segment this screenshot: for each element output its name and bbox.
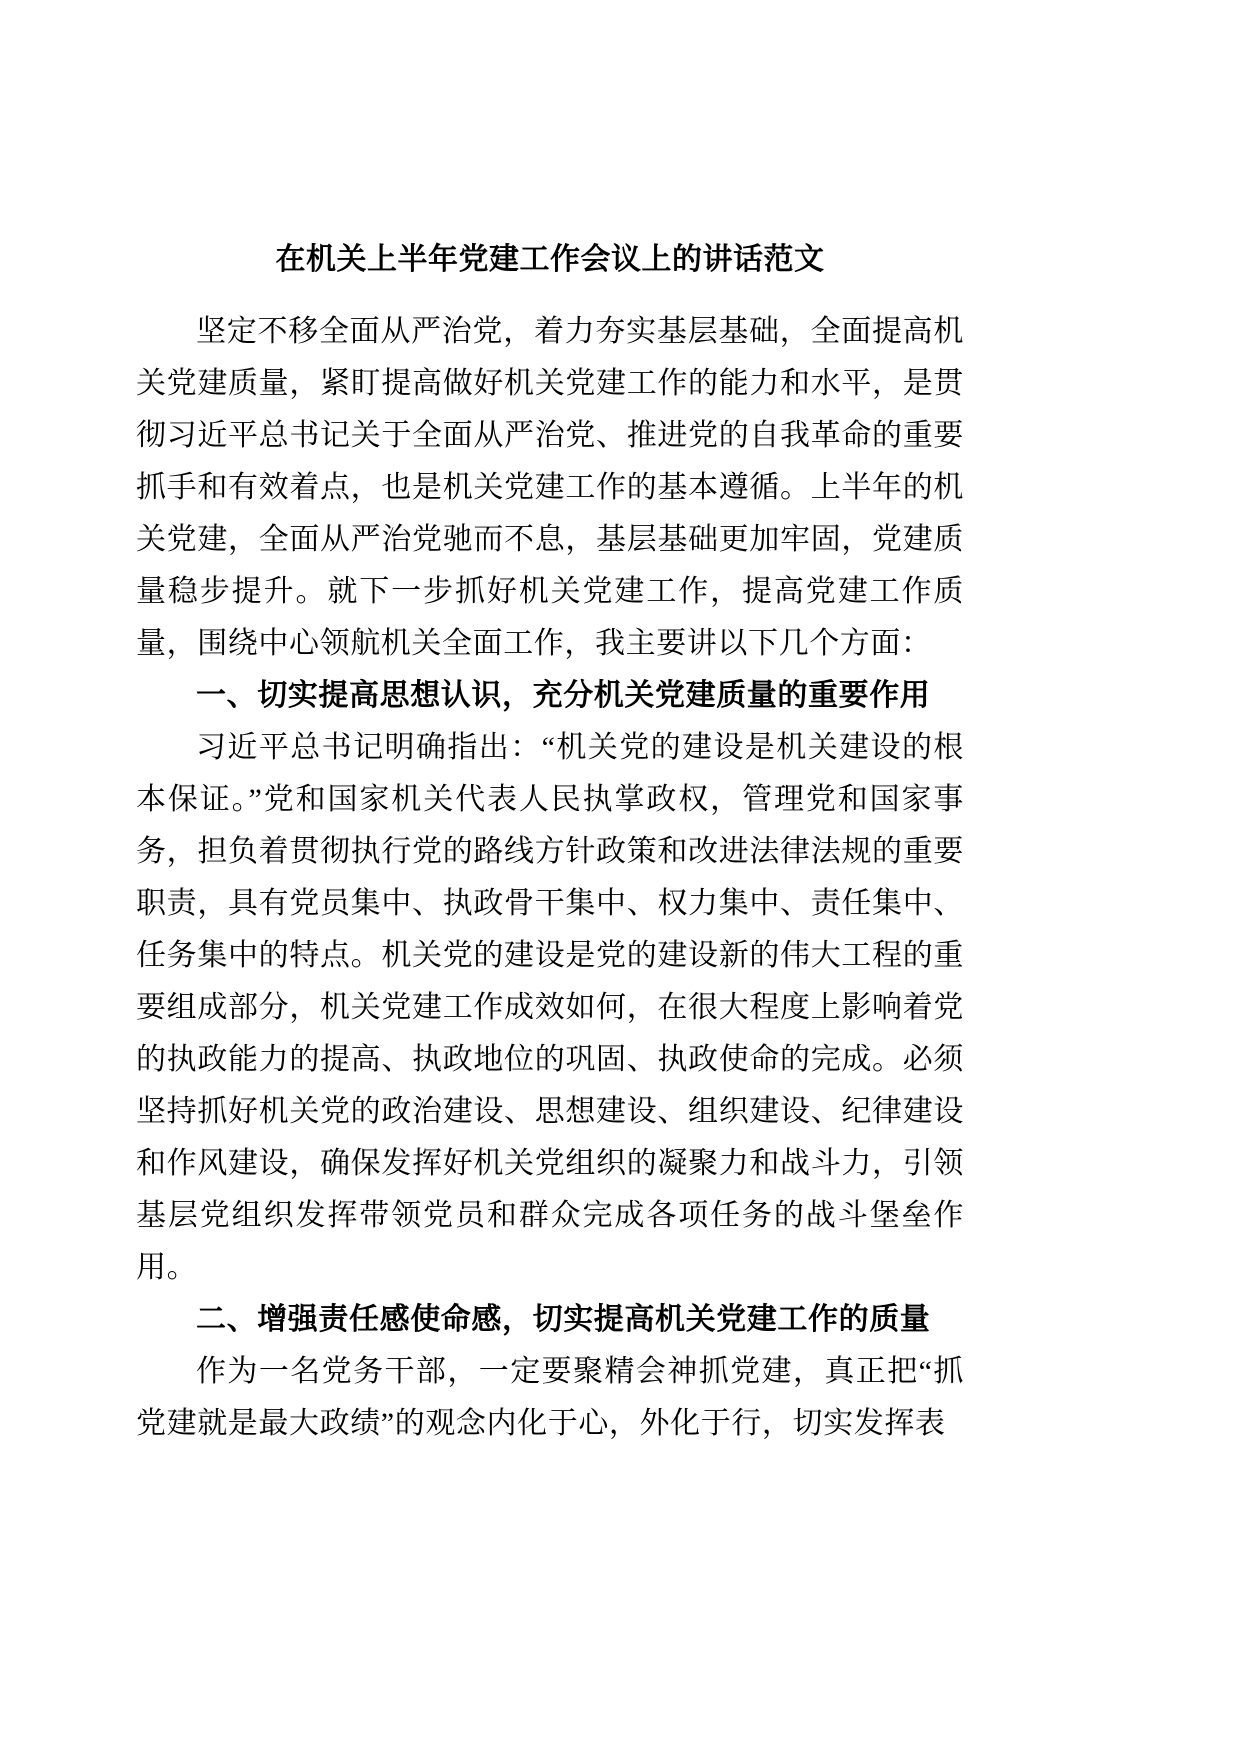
paragraph-intro: 坚定不移全面从严治党，着力夯实基层基础，全面提高机关党建质量，紧盯提高做好机关党建工作的能力和水平，是贯彻习近平总书记关于全面从严治党、推进党的自我革命的重要抓手和有效着点，也是机关党建工作的基本遵循。上半年的机关党建，全面从严治党驰而不息，基层基础更加牢固，党建质量稳步提升。就下一步抓好机关党建工作，提高党建工作质量，围绕中心领航机关全面工作，我主要讲以下几个方面： xyxy=(136,315,964,660)
section-heading-2: 二、增强责任感使命感，切实提高机关党建工作的质量 xyxy=(196,1303,931,1336)
section-heading-1: 一、切实提高思想认识，充分机关党建质量的重要作用 xyxy=(196,679,931,712)
paragraph-section-1: 习近平总书记明确指出：“机关党的建设是机关建设的根本保证。”党和国家机关代表人民执掌政权，管理党和国家事务，担负着贯彻执行党的路线方针政策和改进法律法规的重要职责，具有党员集中、执政骨干集中、权力集中、责任集中、任务集中的特点。机关党的建设是党的建设新的伟大工程的重要组成部分，机关党建工作成效如何，在很大程度上影响着党的执政能力的提高、执政地位的巩固、执政使命的完成。必须坚持抓好机关党的政治建设、思想建设、组织建设、纪律建设和作风建设，确保发挥好机关党组织的凝聚力和战斗力，引领基层党组织发挥带领党员和群众完成各项任务的战斗堡垒作用。 xyxy=(136,731,964,1284)
paragraph-section-2: 作为一名党务干部，一定要聚精会神抓党建，真正把“抓党建就是最大政绩”的观念内化于心，外化于行，切实发挥表 xyxy=(136,1355,964,1440)
document-content xyxy=(136,238,964,1450)
document-title: 在机关上半年党建工作会议上的讲话范文 xyxy=(275,243,825,276)
